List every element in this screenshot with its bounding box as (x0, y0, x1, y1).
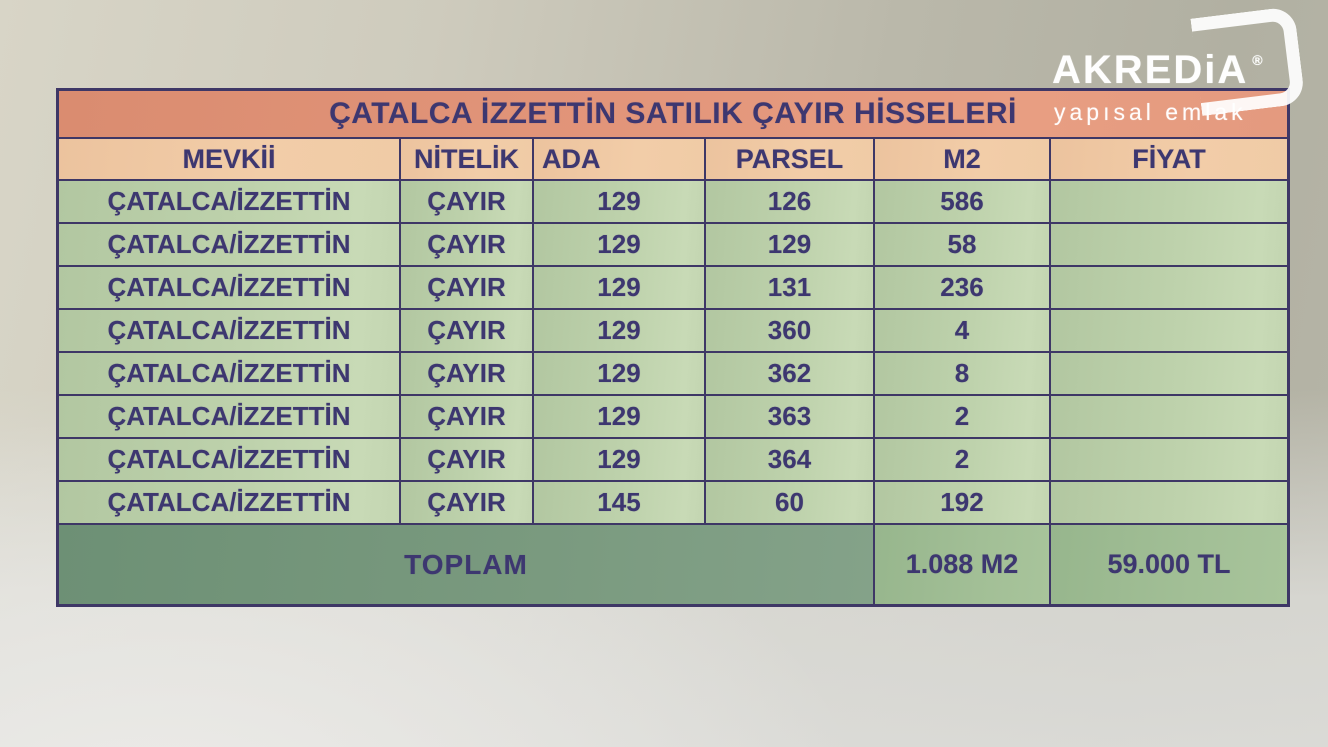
cell-parsel: 126 (706, 181, 875, 224)
cell-ada: 129 (534, 439, 706, 482)
cell-parsel: 362 (706, 353, 875, 396)
listing-table (56, 88, 1290, 607)
cell-parsel: 363 (706, 396, 875, 439)
cell-m2: 2 (875, 396, 1051, 439)
registered-trademark-icon: ® (1252, 52, 1263, 68)
cell-fiyat (1051, 181, 1287, 224)
cell-fiyat (1051, 482, 1287, 525)
cell-fiyat (1051, 396, 1287, 439)
cell-ada: 129 (534, 353, 706, 396)
cell-fiyat (1051, 353, 1287, 396)
cell-parsel: 360 (706, 310, 875, 353)
cell-m2: 8 (875, 353, 1051, 396)
logo-brand-text (1052, 48, 1263, 93)
cell-fiyat (1051, 310, 1287, 353)
logo-brand-word: AKREDiA (1052, 48, 1249, 92)
cell-nitelik: ÇAYIR (401, 224, 534, 267)
total-price-value: 59.000 TL (1051, 525, 1287, 604)
cell-ada: 129 (534, 181, 706, 224)
cell-m2: 586 (875, 181, 1051, 224)
cell-mevkii: ÇATALCA/İZZETTİN (59, 181, 401, 224)
cell-nitelik: ÇAYIR (401, 181, 534, 224)
cell-nitelik: ÇAYIR (401, 439, 534, 482)
cell-fiyat (1051, 267, 1287, 310)
column-header-mevkii: MEVKİİ (59, 139, 401, 181)
cell-ada: 129 (534, 310, 706, 353)
cell-nitelik: ÇAYIR (401, 482, 534, 525)
cell-nitelik: ÇAYIR (401, 353, 534, 396)
cell-fiyat (1051, 439, 1287, 482)
cell-mevkii: ÇATALCA/İZZETTİN (59, 396, 401, 439)
cell-m2: 4 (875, 310, 1051, 353)
cell-parsel: 129 (706, 224, 875, 267)
cell-ada: 129 (534, 396, 706, 439)
cell-mevkii: ÇATALCA/İZZETTİN (59, 439, 401, 482)
cell-parsel: 364 (706, 439, 875, 482)
cell-m2: 2 (875, 439, 1051, 482)
column-header-parsel: PARSEL (706, 139, 875, 181)
cell-mevkii: ÇATALCA/İZZETTİN (59, 224, 401, 267)
cell-m2: 236 (875, 267, 1051, 310)
column-header-fiyat: FİYAT (1051, 139, 1287, 181)
cell-parsel: 60 (706, 482, 875, 525)
cell-ada: 145 (534, 482, 706, 525)
cell-nitelik: ÇAYIR (401, 267, 534, 310)
logo-tagline: yapısal emlak (1054, 99, 1247, 125)
cell-mevkii: ÇATALCA/İZZETTİN (59, 310, 401, 353)
cell-mevkii: ÇATALCA/İZZETTİN (59, 482, 401, 525)
cell-parsel: 131 (706, 267, 875, 310)
cell-mevkii: ÇATALCA/İZZETTİN (59, 267, 401, 310)
cell-m2: 192 (875, 482, 1051, 525)
cell-m2: 58 (875, 224, 1051, 267)
total-m2-value: 1.088 M2 (875, 525, 1051, 604)
table-title: ÇATALCA İZZETTİN SATILIK ÇAYIR HİSSELERİ (59, 91, 1287, 139)
cell-nitelik: ÇAYIR (401, 396, 534, 439)
cell-ada: 129 (534, 224, 706, 267)
column-header-nitelik: NİTELİK (401, 139, 534, 181)
cell-mevkii: ÇATALCA/İZZETTİN (59, 353, 401, 396)
cell-nitelik: ÇAYIR (401, 310, 534, 353)
cell-ada: 129 (534, 267, 706, 310)
column-header-ada: ADA (534, 139, 706, 181)
cell-fiyat (1051, 224, 1287, 267)
column-header-m2: M2 (875, 139, 1051, 181)
total-label: TOPLAM (59, 525, 875, 604)
